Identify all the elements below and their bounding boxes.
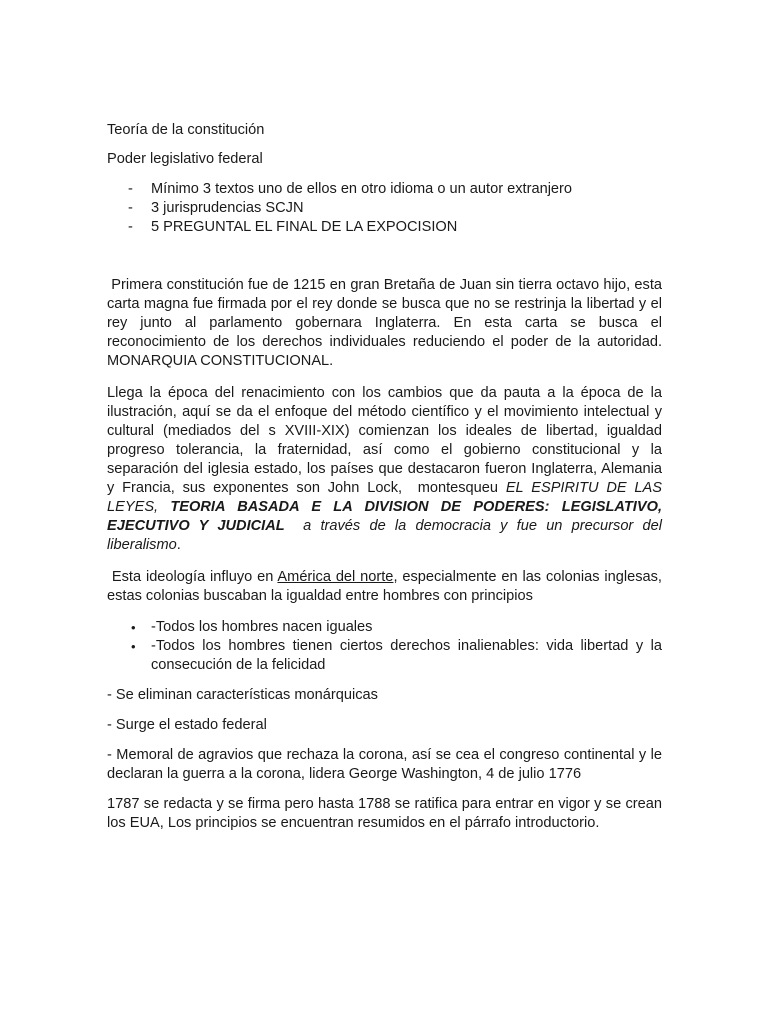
italic-text: EL ESPIRITU DE LAS LEYES, <box>107 480 667 515</box>
list-item: - Mínimo 3 textos uno de ellos en otro idioma o un autor extranjero <box>128 181 573 197</box>
dash-marker: - <box>128 181 133 197</box>
dash-marker: - <box>128 200 133 216</box>
document-title: Teoría de la constitución <box>107 122 265 138</box>
document-subtitle: Poder legislativo federal <box>107 151 263 167</box>
bullet-marker: • <box>131 620 136 635</box>
dash-marker: - <box>128 219 133 235</box>
list-item: • -Todos los hombres nacen iguales <box>131 619 373 635</box>
requirements-list <box>107 180 662 237</box>
underlined-text: América del norte <box>277 569 394 585</box>
bold-italic-text: TEORIA BASADA E LA DIVISION DE PODERES: LEGISLATIVO, EJECUTIVO Y JUDICIAL <box>107 499 667 534</box>
bullet-marker: • <box>131 639 136 654</box>
paragraph-constitution-1787: 1787 se redacta y se firma pero hasta 1788 se ratifica para entrar en vigor y se crean los EUA, Los principios se encuentran resumidos en el párrafo introductorio. <box>107 796 662 831</box>
list-item: - 3 jurisprudencias SCJN <box>128 200 304 216</box>
list-item: - 5 PREGUNTAL EL FINAL DE LA EXPOCISION <box>128 219 458 235</box>
paragraph-renaissance: Llega la época del renacimiento con los cambios que da pauta a la época de la ilustración, aquí se da el enfoque del método científico y el movimiento intelectual y cultural (mediados del s XVIII-XIX) comienzan los ideales de libertad, igualdad progreso tolerancia, la fraternidad, así como el gobierno constitucional y la separación del iglesia estado, los países que destacaron fueron Inglaterra, Alemania y Francia, sus exponentes son John Lock, montesqueu EL ESPIRITU DE LAS LEYES, TEORIA BASADA E LA DIVISION DE PODERES: LEGISLATIVO, EJECUTIVO Y JUDICIAL a través de la democracia y fue un precursor del liberalismo. <box>107 385 667 553</box>
italic-text: a través de la democracia y fue un precursor del liberalismo <box>107 518 667 553</box>
principles-list <box>107 618 662 675</box>
line-grievances: - Memoral de agravios que rechaza la corona, así se cea el congreso continental y le declaran la guerra a la corona, lidera George Washington, 4 de julio 1776 <box>107 747 662 782</box>
paragraph-north-america: Esta ideología influyo en América del norte, especialmente en las colonias inglesas, estas colonias buscaban la igualdad entre hombres con principios <box>107 569 667 604</box>
list-item: • -Todos los hombres tienen ciertos derechos inalienables: vida libertad y la consecución de la felicidad <box>131 638 662 673</box>
paragraph-magna-carta: Primera constitución fue de 1215 en gran Bretaña de Juan sin tierra octavo hijo, esta carta magna fue firmada por el rey donde se busca que no se restrinja la libertad y el rey junto al parlamento gobernara Inglaterra. En esta carta se busca el reconocimiento de los derechos individuales reduciendo el poder de la autoridad. MONARQUIA CONSTITUCIONAL. <box>107 277 667 369</box>
line-federal-state: - Surge el estado federal <box>107 717 267 733</box>
line-monarchic: - Se eliminan características monárquicas <box>107 687 378 703</box>
